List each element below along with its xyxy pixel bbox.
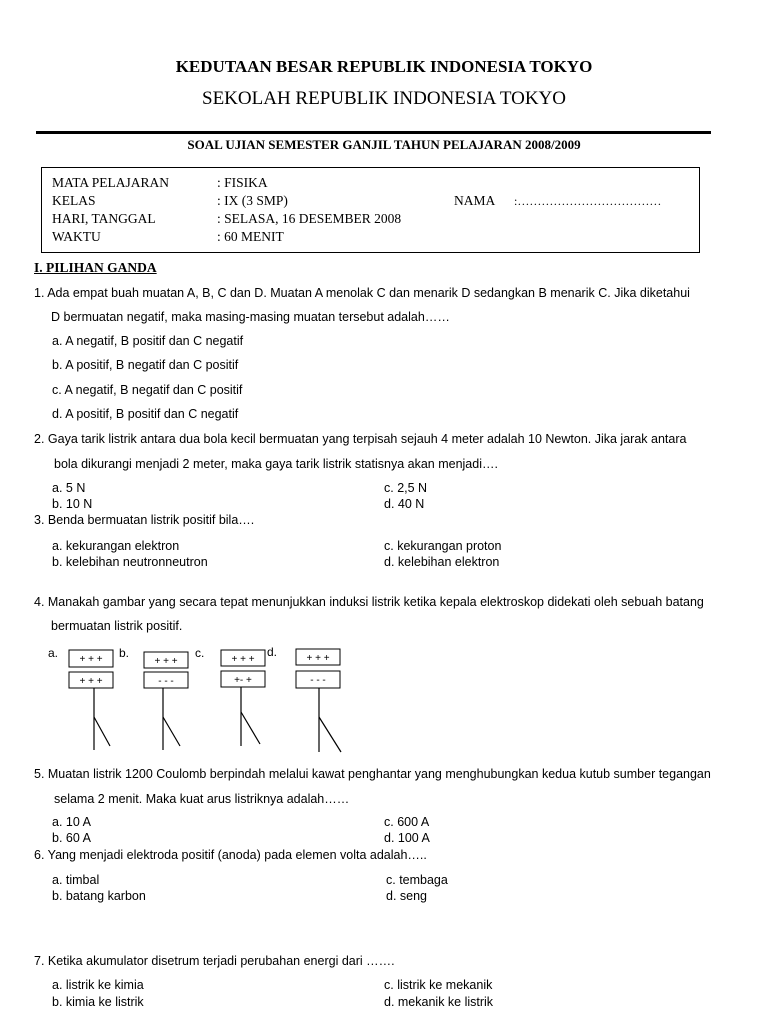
time-value: : 60 MENIT <box>217 229 284 244</box>
time-label: WAKTU <box>52 229 101 244</box>
electroscope-option-d <box>267 645 341 752</box>
question-2-option-a: a. 5 N <box>52 481 86 495</box>
head-charge-label: - - - <box>158 676 174 687</box>
question-7-option-c: c. listrik ke mekanik <box>384 978 493 992</box>
question-4-line-2: bermuatan listrik positif. <box>51 619 183 633</box>
rod-charge-label: + + + <box>231 654 255 665</box>
question-7-option-b: b. kimia ke listrik <box>52 995 144 1009</box>
electroscope-leaf <box>241 712 260 744</box>
question-6-option-d: d. seng <box>386 889 428 903</box>
question-7-option-a: a. listrik ke kimia <box>52 978 144 992</box>
question-2-option-d: d. 40 N <box>384 497 425 511</box>
electroscope-leaf <box>94 717 110 746</box>
question-5-option-a: a. 10 A <box>52 815 91 829</box>
class-label: KELAS <box>52 193 96 208</box>
subject-label: MATA PELAJARAN <box>52 175 170 190</box>
question-1-line-2: D bermuatan negatif, maka masing-masing muatan tersebut adalah…… <box>51 310 450 324</box>
question-3-line-1: 3. Benda bermuatan listrik positif bila…. <box>34 513 255 527</box>
header-divider <box>36 131 711 134</box>
question-5-option-b: b. 60 A <box>52 831 91 845</box>
option-letter: a. <box>48 646 59 660</box>
question-6-option-c: c. tembaga <box>386 873 448 887</box>
question-1-option-a: a. A negatif, B positif dan C negatif <box>52 334 244 348</box>
option-letter: b. <box>119 646 130 660</box>
electroscope-leaf <box>319 717 341 752</box>
electroscope-option-a <box>48 646 113 750</box>
class-value: : IX (3 SMP) <box>217 193 288 208</box>
question-6-option-a: a. timbal <box>52 873 100 887</box>
question-2-line-1: 2. Gaya tarik listrik antara dua bola kecil bermuatan yang terpisah sejauh 4 meter adalah 10 Newton. Jika jarak antara <box>34 432 687 446</box>
option-letter: c. <box>195 646 205 660</box>
head-charge-label: + + + <box>79 676 103 687</box>
name-field: :……………………………… <box>514 194 662 208</box>
question-2-option-c: c. 2,5 N <box>384 481 428 495</box>
question-5-option-c: c. 600 A <box>384 815 430 829</box>
rod-charge-label: + + + <box>306 653 330 664</box>
question-5-option-d: d. 100 A <box>384 831 430 845</box>
question-5-line-2: selama 2 menit. Maka kuat arus listriknya adalah…… <box>54 792 350 806</box>
head-charge-label: - - - <box>310 675 326 686</box>
question-3-option-b: b. kelebihan neutronneutron <box>52 555 208 569</box>
subject-value: : FISIKA <box>217 175 268 190</box>
question-1-option-c: c. A negatif, B negatif dan C positif <box>52 383 243 397</box>
question-7-option-d: d. mekanik ke listrik <box>384 995 494 1009</box>
electroscope-leaf <box>163 717 180 746</box>
question-4-line-1: 4. Manakah gambar yang secara tepat menunjukkan induksi listrik ketika kepala elektroskop didekati oleh sebuah batang <box>34 595 704 609</box>
exam-title: SOAL UJIAN SEMESTER GANJIL TAHUN PELAJARAN 2008/2009 <box>187 137 581 152</box>
question-1-option-d: d. A positif, B positif dan C negatif <box>52 407 239 421</box>
date-label: HARI, TANGGAL <box>52 211 156 226</box>
head-charge-label: +- + <box>234 675 252 686</box>
rod-charge-label: + + + <box>154 656 178 667</box>
question-1-line-1: 1. Ada empat buah muatan A, B, C dan D. Muatan A menolak C dan menarik D sedangkan B menarik C. Jika diketahui <box>34 286 690 300</box>
electroscope-figure <box>40 640 360 755</box>
question-7-line-1: 7. Ketika akumulator disetrum terjadi perubahan energi dari ……. <box>34 954 395 968</box>
question-3-option-d: d. kelebihan elektron <box>384 555 500 569</box>
question-6-option-b: b. batang karbon <box>52 889 146 903</box>
date-value: : SELASA, 16 DESEMBER 2008 <box>217 211 402 226</box>
question-3-option-c: c. kekurangan proton <box>384 539 502 553</box>
question-6-line-1: 6. Yang menjadi elektroda positif (anoda) pada elemen volta adalah….. <box>34 848 427 862</box>
electroscope-option-b <box>119 646 188 750</box>
rod-charge-label: + + + <box>79 654 103 665</box>
name-label: NAMA <box>454 193 496 208</box>
school-header-embassy: KEDUTAAN BESAR REPUBLIK INDONESIA TOKYO <box>175 57 593 76</box>
option-letter: d. <box>267 645 278 659</box>
question-5-line-1: 5. Muatan listrik 1200 Coulomb berpindah melalui kawat penghantar yang menghubungkan kedua kutub sumber tegangan <box>34 767 711 781</box>
section-title: I. PILIHAN GANDA <box>34 260 157 275</box>
question-1-option-b: b. A positif, B negatif dan C positif <box>52 358 239 372</box>
question-3-option-a: a. kekurangan elektron <box>52 539 180 553</box>
school-header-name: SEKOLAH REPUBLIK INDONESIA TOKYO <box>202 88 566 109</box>
question-2-line-2: bola dikurangi menjadi 2 meter, maka gaya tarik listrik statisnya akan menjadi…. <box>54 457 498 471</box>
electroscope-option-c <box>195 646 265 746</box>
question-2-option-b: b. 10 N <box>52 497 93 511</box>
